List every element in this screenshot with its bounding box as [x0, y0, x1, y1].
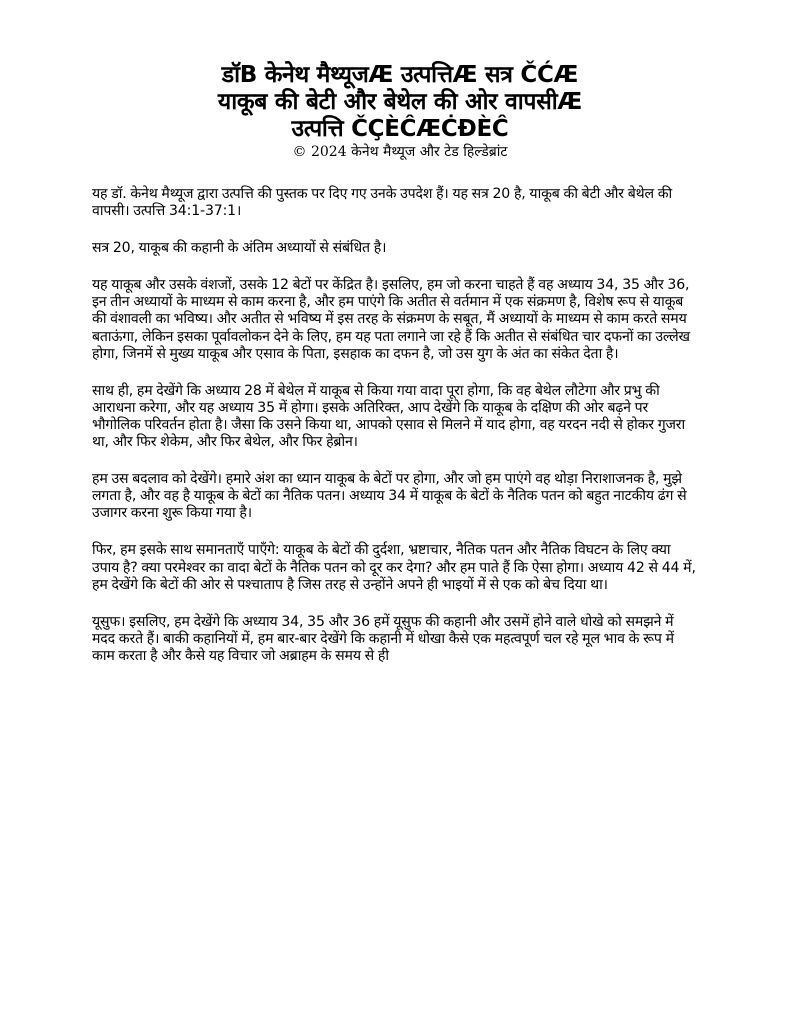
- document-body: [92, 186, 698, 685]
- copyright-notice: © 2024 केनेथ मैथ्यूज और टेड हिल्डेब्रांट: [292, 144, 508, 160]
- paragraph-joseph: यूसुफ। इसलिए, हम देखेंगे कि अध्याय 34, 35 और 36 हमें यूसुफ की कहानी और उसमें होने वाले धोखे को समझने में मदद करते हैं। बाकी कहानियों में, हम बार-बार देखेंगे कि कहानी में धोखा कैसे एक महत्वपूर्ण चल रहे मूल भाव के रूप में काम करता है और कैसे यह विचार जो अब्राहम के समय से ही: [92, 613, 674, 664]
- paragraph-remedy: फिर, हम इसके साथ समानताएँ पाएँगे: याकूब के बेटों की दुर्दशा, भ्रष्टाचार, नैतिक पतन और नैतिक विघटन के लिए क्या उपाय है? क्या परमेश्वर का वादा बेटों के नैतिक पतन को दूर कर देगा? और हम पाते हैं कि ऐसा होगा। अध्याय 42 से 44 में, हम देखेंगे कि बेटों की ओर से पश्चाताप है जिस तरह से उन्होंने अपने ही भाइयों में से एक को बेच दिया था।: [92, 542, 696, 593]
- paragraph-transition: यह याकूब और उसके वंशजों, उसके 12 बेटों पर केंद्रित है। इसलिए, हम जो करना चाहते हैं वह अध्याय 34, 35 और 36, इन तीन अध्यायों के माध्यम से काम करना है, और हम पाएंगे कि अतीत से वर्तमान में एक संक्रमण है, विशेष रूप से याकूब की वंशावली का भविष्य। और अतीत से भविष्य में इस तरह के संक्रमण के सबूत, मैं अध्यायों के माध्यम से काम करते समय बताऊंगा, लेकिन इसका पूर्वावलोकन देने के लिए, हम यह पता लगाने जा रहे हैं कि अतीत से संबंधित चार दफनों का उल्लेख होगा, जिनमें से मुख्य याकूब और एसाव के पिता, इसहाक का दफन है, जो उस युग के अंत का संकेत देता है।: [92, 277, 690, 362]
- paragraph-intro: यह डॉ. केनेथ मैथ्यूज द्वारा उत्पत्ति की पुस्तक पर दिए गए उनके उपदेश हैं। यह सत्र 20 है, याकूब की बेटी और बेथेल की वापसी। उत्पत्ति 34:1-37:1।: [92, 186, 673, 220]
- title-line-1: डॉB केनेथ मैथ्यूजÆ उत्पत्तिÆ सत्र ČĆÆ: [221, 62, 579, 88]
- document-header: [120, 62, 680, 160]
- paragraph-moral-decline: हम उस बदलाव को देखेंगे। हमारे अंश का ध्यान याकूब के बेटों पर होगा, और जो हम पाएंगे वह थोड़ा निराशाजनक है, मुझे लगता है, और वह है याकूब के बेटों का नैतिक पतन। अध्याय 34 में याकूब के बेटों के नैतिक पतन को बहुत नाटकीय ढंग से उजागर करना शुरू किया गया है।: [92, 471, 687, 522]
- title-line-3: उत्पत्ति ČÇÈĈÆĊĐÈĈ: [291, 116, 509, 142]
- paragraph-session-summary: सत्र 20, याकूब की कहानी के अंतिम अध्यायों से संबंधित है।: [92, 240, 387, 257]
- paragraph-bethel-promise: साथ ही, हम देखेंगे कि अध्याय 28 में बेथेल में याकूब से किया गया वादा पूरा होगा, कि वह बेथेल लौटेगा और प्रभु की आराधना करेगा, और यह अध्याय 35 में होगा। इसके अतिरिक्त, आप देखेंगे कि याकूब के दक्षिण की ओर बढ़ने पर भौगोलिक परिवर्तन होता है। जैसा कि उसने किया था, आपको एसाव से मिलने में याद होगा, वह यरदन नदी से होकर गुजरा था, और फिर शेकेम, और फिर बेथेल, और फिर हेब्रोन।: [92, 382, 686, 451]
- title-line-2: याकूब की बेटी और बेथेल की ओर वापसीÆ: [217, 89, 583, 115]
